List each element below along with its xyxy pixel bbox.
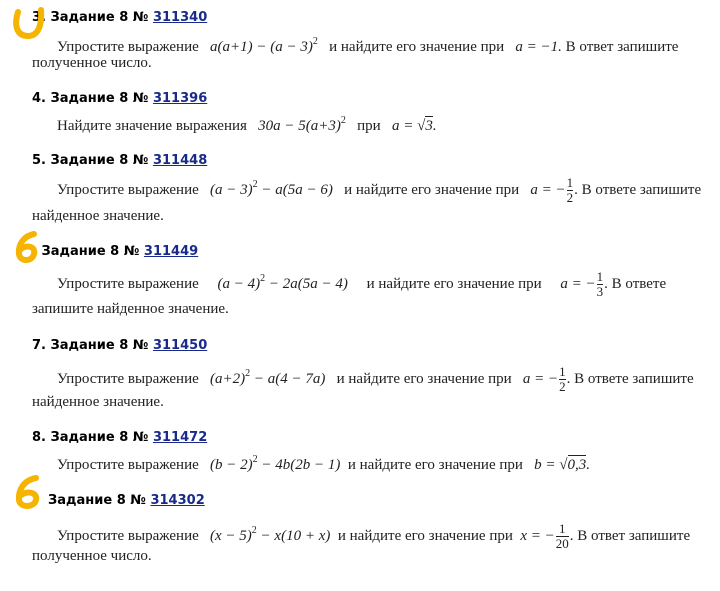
- statement-text: и найдите его значение при: [337, 527, 513, 544]
- task-311396: [0, 80, 720, 150]
- task-statement: [57, 454, 590, 474]
- fraction: $\frac{1}{20}$: [555, 521, 569, 551]
- statement-text: Найдите значение выражения: [57, 118, 247, 134]
- statement-text: Упростите выражение: [57, 457, 199, 473]
- statement-text: . В ответе запишите: [566, 370, 694, 387]
- handwritten-mark-u: [8, 2, 48, 44]
- expression: $(a+2)^2 - a(4 - 7a)$: [210, 367, 326, 387]
- task-statement: [57, 270, 666, 299]
- task-number-link[interactable]: 311449: [143, 244, 199, 259]
- task-number-link[interactable]: 311396: [152, 91, 208, 106]
- task-header-text: 4. Задание 8 №: [32, 91, 149, 106]
- condition: b = √0,3.: [534, 457, 591, 473]
- expression: $(x - 5)^2 - x(10 + x)$: [210, 524, 331, 544]
- task-header-text: 3. Задание 8 №: [32, 10, 149, 25]
- statement-text: и найдите его значение при: [347, 457, 523, 473]
- task-311340: [0, 0, 720, 80]
- task-header-text: Задание 8 №: [48, 493, 146, 508]
- expression: $30a - 5(a+3)^2$: [258, 115, 346, 134]
- task-311449: [0, 235, 720, 330]
- statement-text: . В ответ запишите: [569, 527, 691, 544]
- task-number-link[interactable]: 311450: [152, 338, 208, 353]
- statement-text: Упростите выражение: [57, 181, 199, 198]
- expression: $(b - 2)^2 - 4b(2b - 1)$: [210, 454, 341, 473]
- fraction: $\frac{1}{2}$: [566, 175, 574, 205]
- statement-text: и найдите его значение при: [336, 370, 512, 387]
- task-header: [32, 430, 207, 445]
- expression: $(a - 3)^2 - a(5a - 6)$: [210, 178, 333, 198]
- task-statement-line2: найденное значение.: [32, 394, 164, 410]
- condition: a = −: [522, 370, 559, 387]
- task-statement: [57, 522, 690, 551]
- task-statement: [57, 115, 437, 135]
- task-header-text: 5. Задание 8 №: [32, 153, 149, 168]
- task-statement-line2: запишите найденное значение.: [32, 301, 229, 317]
- statement-text: Упростите выражение: [57, 527, 199, 544]
- statement-text: В ответ запишите: [565, 39, 679, 55]
- statement-text: и найдите его значение при: [344, 181, 520, 198]
- condition: a = −: [530, 181, 566, 198]
- task-314302: [0, 490, 720, 591]
- task-311448: [0, 150, 720, 235]
- task-header: [48, 493, 205, 508]
- task-number-link[interactable]: 311448: [152, 153, 208, 168]
- task-statement: [57, 176, 701, 205]
- task-number-link[interactable]: 311472: [152, 430, 208, 445]
- fraction: $\frac{1}{3}$: [596, 269, 604, 299]
- condition: a = −1.: [515, 39, 562, 55]
- handwritten-mark-6: [10, 472, 46, 512]
- task-header: [32, 91, 207, 106]
- task-number-link[interactable]: 314302: [150, 493, 205, 508]
- statement-text: Упростите выражение: [57, 39, 199, 55]
- statement-text: . В ответе: [604, 275, 667, 292]
- condition: a = −: [560, 275, 596, 292]
- statement-text: Упростите выражение: [57, 370, 199, 387]
- task-header-text: 8. Задание 8 №: [32, 430, 149, 445]
- task-statement-line2: полученное число.: [32, 548, 152, 564]
- fraction: $\frac{1}{2}$: [559, 364, 566, 394]
- task-311450: [0, 330, 720, 425]
- task-statement: [57, 365, 694, 394]
- statement-text: при: [357, 118, 381, 134]
- task-statement-line2: полученное число.: [32, 55, 152, 71]
- statement-text: . В ответе запишите: [574, 181, 702, 198]
- task-header-text: 7. Задание 8 №: [32, 338, 149, 353]
- statement-text: и найдите его значение при: [329, 39, 505, 55]
- task-header: [32, 10, 207, 25]
- statement-text: Упростите выражение: [57, 275, 199, 292]
- condition: x = −: [520, 527, 555, 544]
- expression: $a(a+1) - (a - 3)^2$: [210, 36, 318, 55]
- condition: a = √3.: [391, 118, 437, 134]
- handwritten-mark-b: [10, 228, 46, 268]
- task-statement: [57, 36, 678, 56]
- task-header: [32, 338, 207, 353]
- statement-text: и найдите его значение при: [366, 275, 542, 292]
- task-statement-line2: найденное значение.: [32, 208, 164, 224]
- task-number-link[interactable]: 311340: [152, 10, 208, 25]
- task-header: [32, 153, 207, 168]
- task-header: [32, 244, 198, 259]
- expression: $(a - 4)^2 - 2a(5a - 4)$: [217, 272, 348, 292]
- task-header-text: . Задание 8 №: [32, 244, 140, 259]
- task-311472: [0, 425, 720, 490]
